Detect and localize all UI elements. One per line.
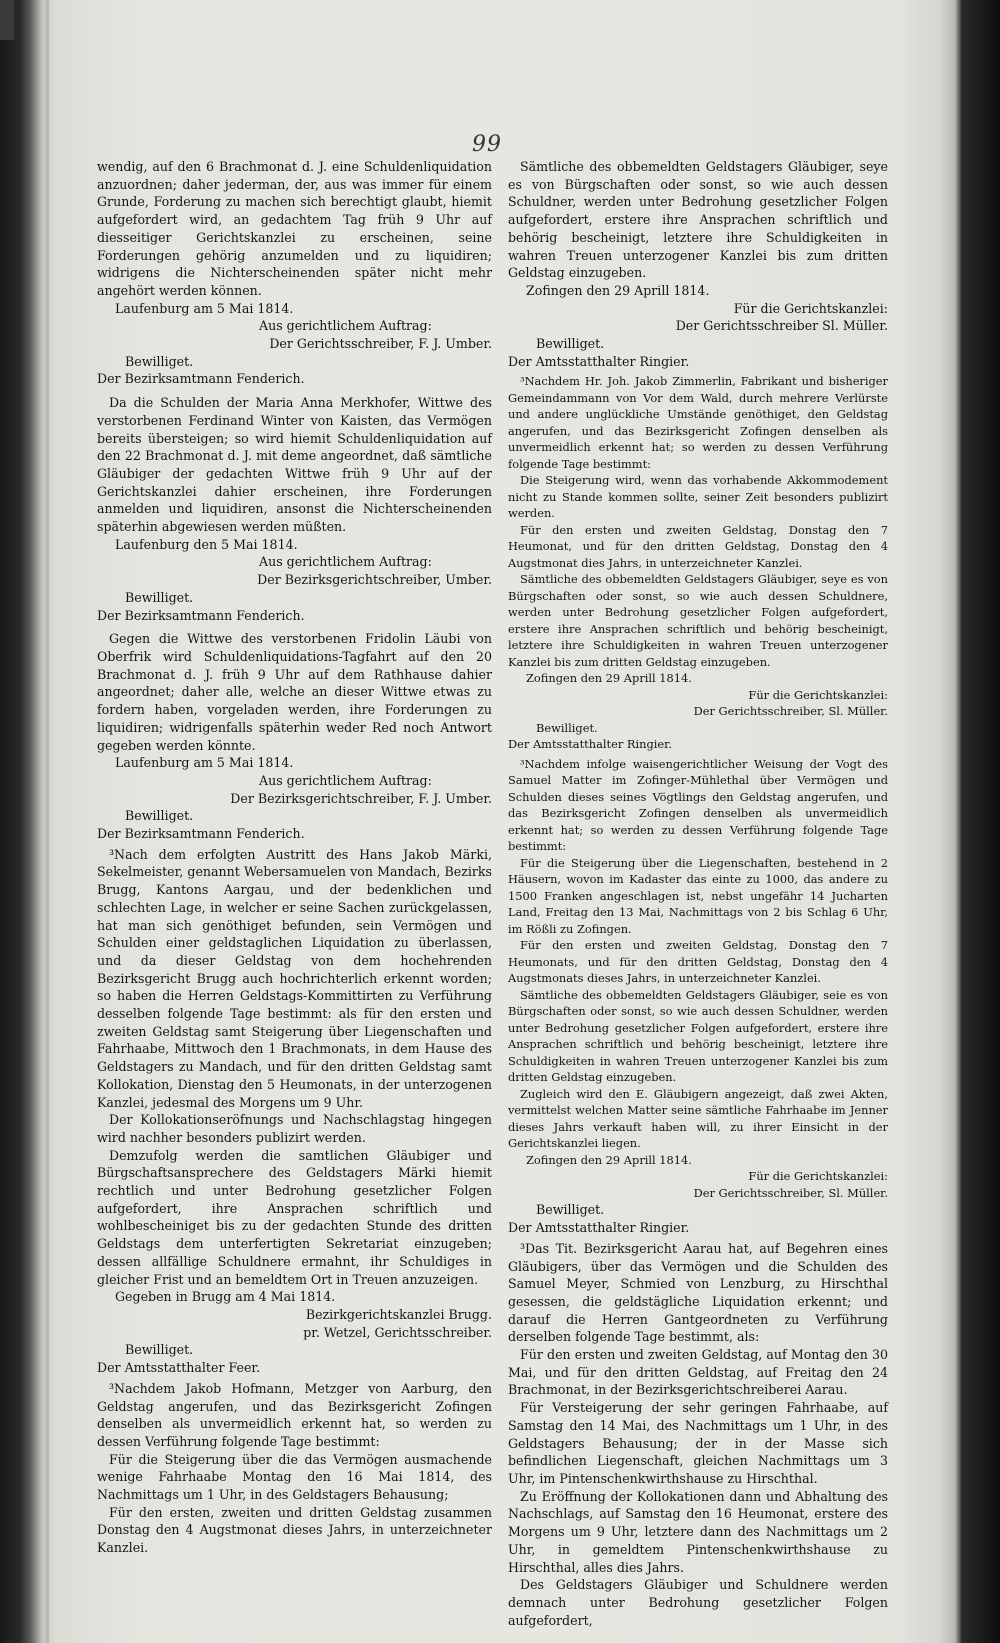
paragraph: Des Geldstagers Gläubiger und Schuldnere werden demnach unter Bedrohung gesetzlicher Folgen aufgefordert, xyxy=(508,1577,888,1628)
text-line: Der Bezirksamtmann Fenderich. xyxy=(97,371,305,387)
text-line: Der Amtsstatthalter Feer. xyxy=(97,1360,261,1376)
text-line: Laufenburg am 5 Mai 1814. xyxy=(115,300,294,316)
text-line: Bewilliget. xyxy=(125,353,194,369)
page-number: 99 xyxy=(472,132,502,157)
paragraph: Zugleich wird den E. Gläubigern angezeigt, daß zwei Akten, vermittelst welchen Matter seine sämtliche Fahrhaabe im Jenner dieses Jahrs verkauft haben will, zu ihrer Einsicht in der Gerichtskanzlei liegen. xyxy=(508,1086,888,1151)
paragraph: ³Das Tit. Bezirksgericht Aarau hat, auf Begehren eines Gläubigers, über das Vermögen und die Schulden des Samuel Meyer, Schmied von Lenzburg, zu Hirschthal gesessen, die geldstägliche Liquidation erkennt; und darauf die Herren Gantgeordneten zu Verführung derselben folgende Tage bestimmt, als: xyxy=(508,1240,888,1345)
text-line: Zofingen den 29 Aprill 1814. xyxy=(526,671,692,686)
paragraph: ³Nachdem Hr. Joh. Jakob Zimmerlin, Fabrikant und bisheriger Gemeindammann von Vor dem Wald, durch mehrere Verlürste und andere unglückliche Umstände genöthiget, den Geldstag angerufen, und das Bezirksgericht Zofingen denselben als unvermeidlich erkennt hat; so werden zu dessen Verführung folgende Tage bestimmt: xyxy=(508,374,888,471)
text-line: Der Gerichtsschreiber Sl. Müller. xyxy=(675,318,888,334)
text-line: Der Amtsstatthalter Ringier. xyxy=(508,353,690,369)
text-line: Für die Gerichtskanzlei: xyxy=(748,687,888,702)
text-line: Aus gerichtlichem Auftrag: xyxy=(259,772,432,788)
left-column xyxy=(97,158,492,1557)
text-line: Laufenburg den 5 Mai 1814. xyxy=(115,536,298,552)
paragraph: Für den ersten und zweiten Geldstag, auf Montag den 30 Mai, und für den dritten Geldstag, auf Freitag den 24 Brachmonat, in der Bezirksgerichtschreiberei Aarau. xyxy=(508,1347,888,1398)
text-line: pr. Wetzel, Gerichtsschreiber. xyxy=(303,1324,492,1340)
paragraph: Für den ersten und zweiten Geldstag, Donstag den 7 Heumonats, und für den dritten Geldstag, Donstag den 4 Augstmonats dieses Jahrs, in unterzeichneter Kanzlei. xyxy=(508,938,888,986)
text-line: Gegeben in Brugg am 4 Mai 1814. xyxy=(115,1289,336,1305)
text-line: Aus gerichtlichem Auftrag: xyxy=(259,318,432,334)
paragraph: ³Nachdem infolge waisengerichtlicher Weisung der Vogt des Samuel Matter im Zofinger-Mühlethal über Vermögen und Schulden dieses seines Vögtlings den Geldstag angerufen, und das Bezirksgericht Zofingen denselben als unvermeidlich erkennt hat; so werden zu dessen Verführung folgende Tage bestimmt: xyxy=(508,756,888,854)
text-line: Bewilliget. xyxy=(125,589,194,605)
text-line: Bewilliget. xyxy=(536,1202,605,1218)
text-line: Zofingen den 29 Aprill 1814. xyxy=(526,1152,692,1167)
text-line: Der Bezirksgerichtschreiber, F. J. Umber. xyxy=(230,790,492,806)
paragraph: Für die Steigerung über die Liegenschaften, bestehend in 2 Häusern, wovon im Kadaster das einte zu 1000, das andere zu 1500 Franken angeschlagen ist, nebst ungefähr 14 Jucharten Land, Freitag den 13 Mai, Nachmittags von 2 bis Schlag 6 Uhr, im Rößli zu Zofingen. xyxy=(508,855,888,936)
paragraph: ³Nachdem Jakob Hofmann, Metzger von Aarburg, den Geldstag angerufen, und das Bezirksgericht Zofingen denselben als unvermeidlich erkennt hat, so werden zu dessen Verführung folgende Tage bestimmt: xyxy=(97,1380,492,1449)
text-line: Für die Gerichtskanzlei: xyxy=(733,300,888,316)
text-line: Für die Gerichtskanzlei: xyxy=(748,1169,888,1184)
paragraph: Für die Steigerung über die das Vermögen ausmachende wenige Fahrhaabe Montag den 16 Mai 1814, des Nachmittags um 1 Uhr, in des Geldstagers Behausung; xyxy=(97,1451,492,1503)
paragraph: Sämtliche des obbemeldten Geldstagers Gläubiger, seye es von Bürgschaften oder sonst, so wie auch dessen Schuldner, werden unter Bedrohung gesetzlicher Folgen aufgefordert, erstere ihre Ansprachen schriftlich und behörig bescheinigt, letztere ihre Schuldigkeiten in wahren Treuen unterzogener Kanzlei bis zum dritten Geldstag einzugeben. xyxy=(508,159,888,281)
paragraph: Sämtliche des obbemeldten Geldstagers Gläubiger, seie es von Bürgschaften oder sonst, so wie auch dessen Schuldner, werden unter Bedrohung gesetzlicher Folgen aufgefordert, erstere ihre Ansprachen schriftlich und behörig bescheinigt, letztere ihre Schuldigkeiten in wahren Treuen unterzogener Kanzlei bis zum dritten Geldstag einzugeben. xyxy=(508,987,888,1085)
text-line: Bewilliget. xyxy=(536,336,605,352)
paragraph: Gegen die Wittwe des verstorbenen Fridolin Läubi von Oberfrik wird Schuldenliquidations-Tagfahrt auf den 20 Brachmonat d. J. früh 9 Uhr auf dem Rathhause dahier angeordnet; daher alle, welche an dieser Wittwe etwas zu fordern haben, vorgeladen werden, ihre Forderungen zu liquidiren; widrigenfalls späterhin weder Red noch Antwort gegeben werden könnte. xyxy=(97,631,492,753)
paragraph: Zu Eröffnung der Kollokationen dann und Abhaltung des Nachschlags, auf Samstag den 16 Heumonat, erstere des Morgens um 9 Uhr, letztere dann des Nachmittags um 2 Uhr, in gemeldtem Pintenschenkwirthshause zu Hirschthal, alles dies Jahrs. xyxy=(508,1488,888,1575)
paragraph: ³Nach dem erfolgten Austritt des Hans Jakob Märki, Sekelmeister, genannt Webersamuelen von Mandach, Bezirks Brugg, Kantons Aargau, und der bedenklichen und schlechten Lage, in welcher er seine Sachen zurückgelassen, hat man sich genöthiget befunden, sein Vermögen und Schulden einer geldstaglichen Liquidation zu überlassen, und da dieser Geldstag von dem hochehrenden Bezirksgericht Brugg auch hochrichterlich erkennt worden; so haben die Herren Geldstags-Kommittirten zu Verführung desselben folgende Tage bestimmt: als für den ersten und zweiten Geldstag samt Steigerung über Liegenschaften und Fahrhaabe, Mittwoch den 1 Brachmonats, in dem Hause des Geldstagers zu Mandach, und für den dritten Geldstag samt Kollokation, Dienstag den 5 Heumonats, in der unterzogenen Kanzlei, jedesmal des Morgens um 9 Uhr. xyxy=(97,846,492,1110)
text-line: Bewilliget. xyxy=(536,720,598,735)
text-line: Der Bezirksgerichtschreiber, Umber. xyxy=(257,572,492,588)
right-column xyxy=(508,158,888,1629)
notice-group xyxy=(508,373,888,1201)
paragraph: Da die Schulden der Maria Anna Merkhofer, Wittwe des verstorbenen Ferdinand Winter von Kaisten, das Vermögen bereits übersteigen; so wird hiemit Schuldenliquidation auf den 22 Brachmonat d. J. mit deme angeordnet, daß sämtliche Gläubiger der gedachten Wittwe früh 9 Uhr auf der Gerichtskanzlei dahier erscheinen, ihre Forderungen anmelden und liquidiren, ansonst die Nichterscheinenden späterhin abgewiesen werden müßten. xyxy=(97,395,492,535)
text-line: Der Bezirksamtmann Fenderich. xyxy=(97,826,305,842)
paragraph: Für den ersten und zweiten Geldstag, Donstag den 7 Heumonat, und für den dritten Geldstag, Donstag den 4 Augstmonat dies Jahrs, in unterzeichneter Kanzlei. xyxy=(508,522,888,570)
paragraph: Sämtliche des obbemeldten Geldstagers Gläubiger, seye es von Bürgschaften oder sonst, so wie auch dessen Schuldnere, werden unter Bedrohung gesetzlicher Folgen aufgefordert, erstere ihre Ansprachen schriftlich und behörig bescheinigt, letztere ihre Schuldigkeiten in wahren Treuen unterzogener Kanzlei bis zum dritten Geldstag einzugeben. xyxy=(508,572,888,669)
paragraph: wendig, auf den 6 Brachmonat d. J. eine Schuldenliquidation anzuordnen; daher jederman, der, aus was immer für einem Grunde, Forderung zu machen sich berechtigt glaubt, hiemit aufgefordert wird, an gedachtem Tag früh 9 Uhr auf diesseitiger Gerichtskanzlei zu erscheinen, seine Forderungen gehörig anzumelden und zu liquidiren; widrigens die Nichterscheinenden später nicht mehr angehört werden können. xyxy=(97,159,492,298)
text-line: Der Gerichtsschreiber, F. J. Umber. xyxy=(269,336,492,352)
text-line: Laufenburg am 5 Mai 1814. xyxy=(115,755,294,771)
text-line: Zofingen den 29 Aprill 1814. xyxy=(526,282,710,298)
text-line: Aus gerichtlichem Auftrag: xyxy=(259,554,432,570)
text-line: Der Amtsstatthalter Ringier. xyxy=(508,1220,690,1236)
text-line: Der Gerichtsschreiber, Sl. Müller. xyxy=(693,1185,888,1200)
paragraph: Für den ersten, zweiten und dritten Geldstag zusammen Donstag den 4 Augstmonat dieses Jahrs, in unterzeichneter Kanzlei. xyxy=(97,1504,492,1556)
paragraph: Demzufolg werden die samtlichen Gläubiger und Bürgschaftsansprechere des Geldstagers Märki hiemit rechtlich und unter Bedrohung gesetzlicher Folgen aufgefordert, ihre Ansprachen schriftlich und wohlbescheiniget bis zu der gedachten Stunde des dritten Geldstags dem unterfertigten Sekretariat einzugeben; dessen allfällige Schuldnere ermahnt, ihr Schuldiges in gleicher Frist und an bemeldtem Ort in Treuen anzuzeigen. xyxy=(97,1147,492,1287)
text-line: Der Gerichtsschreiber, Sl. Müller. xyxy=(693,704,888,719)
paragraph: Für Versteigerung der sehr geringen Fahrhaabe, auf Samstag den 14 Mai, des Nachmittags um 1 Uhr, in des Geldstagers Behausung; der in der Masse sich befindlichen Liegenschaft, gleichen Nachmittags um 3 Uhr, im Pintenschenkwirthshause zu Hirschthal. xyxy=(508,1400,888,1486)
text-line: Bezirkgerichtskanzlei Brugg. xyxy=(305,1307,492,1322)
page-edge-shadow xyxy=(46,0,49,1643)
text-line: Der Bezirksamtmann Fenderich. xyxy=(97,607,305,623)
text-line: Bewilliget. xyxy=(125,808,194,824)
text-line: Der Amtsstatthalter Ringier. xyxy=(508,737,672,752)
text-line: Bewilliget. xyxy=(125,1342,194,1358)
page-edge-top xyxy=(0,0,14,40)
paragraph: Der Kollokationseröfnungs und Nachschlagstag hingegen wird nachher besonders publizirt werden. xyxy=(97,1112,492,1145)
paragraph: Die Steigerung wird, wenn das vorhabende Akkommodement nicht zu Stande kommen sollte, seiner Zeit besonders publizirt werden. xyxy=(508,473,888,521)
